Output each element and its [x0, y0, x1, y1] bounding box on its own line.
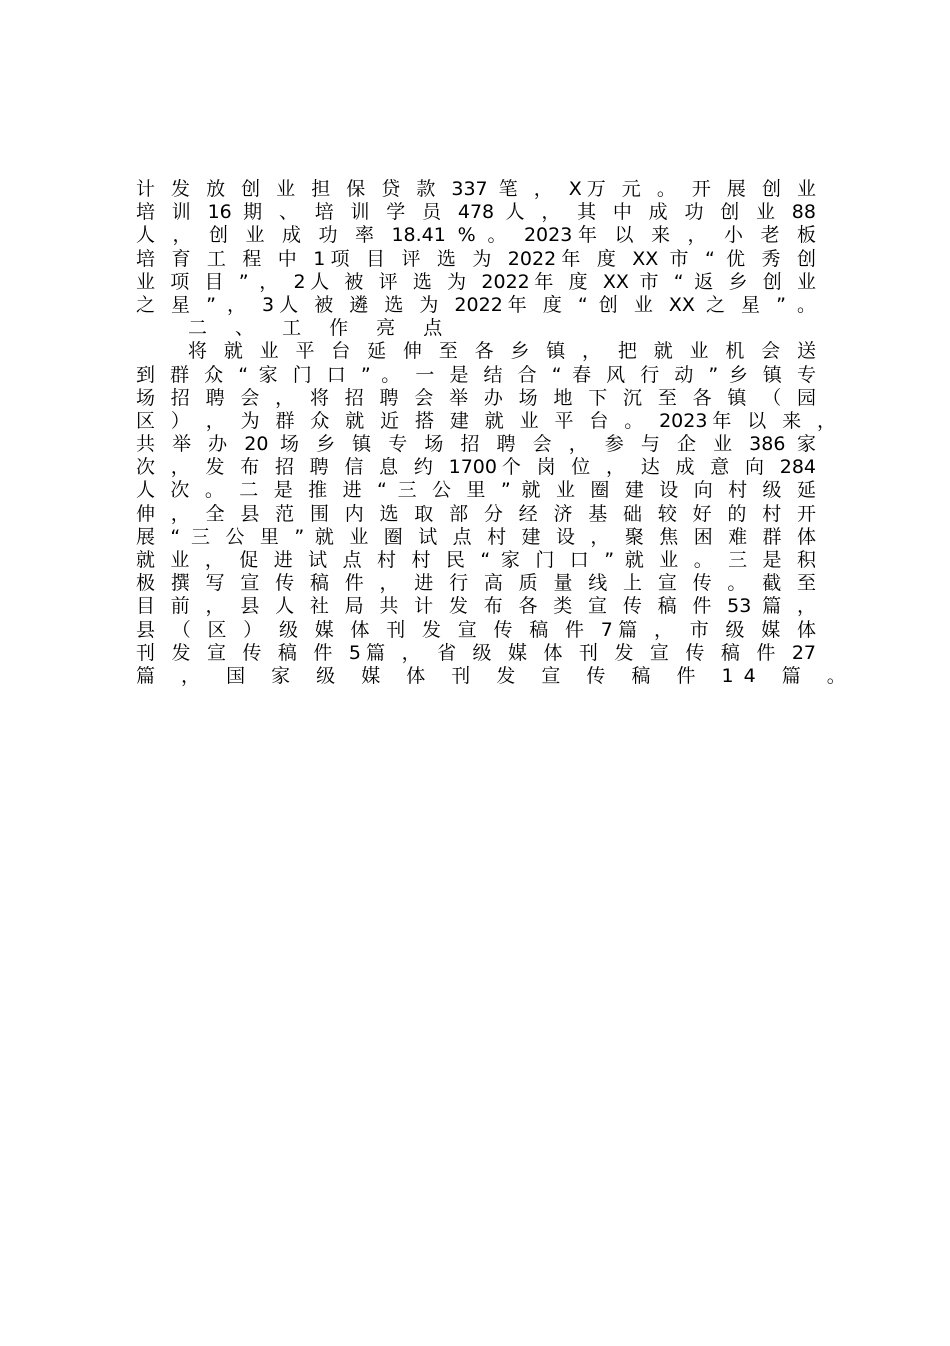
paragraph-line: 之 星 ” ， 3人 被 遴 选 为 2022年 度 “ 创 业 XX 之 星 ” 。 — [136, 293, 816, 316]
paragraph-line: 培 育 工 程 中 1项 目 评 选 为 2022年 度 XX 市 “ 优 秀 创 — [136, 247, 816, 270]
paragraph-line: 共 举 办 20 场 乡 镇 专 场 招 聘 会 ， 参 与 企 业 386 家 — [136, 433, 816, 456]
paragraph-line: 篇 ， 国 家 级 媒 体 刊 发 宣 传 稿 件 14 篇 。 — [136, 664, 856, 687]
paragraph-line: 县 （ 区 ） 级 媒 体 刊 发 宣 传 稿 件 7篇 ， 市 级 媒 体 — [136, 618, 816, 641]
paragraph-line: 就 业 ， 促 进 试 点 村 村 民 “ 家 门 口 ” 就 业 。 三 是 积 — [136, 549, 816, 571]
paragraph-line: 伸 ， 全 县 范 围 内 选 取 部 分 经 济 基 础 较 好 的 村 开 — [136, 502, 816, 525]
paragraph-line: 场 招 聘 会 ， 将 招 聘 会 举 办 场 地 下 沉 至 各 镇 （ 园 — [136, 386, 816, 409]
section-heading: 二 、 工 作 亮 点 — [188, 317, 454, 340]
paragraph-line: 将 就 业 平 台 延 伸 至 各 乡 镇 ， 把 就 业 机 会 送 — [188, 340, 816, 363]
paragraph-line: 培 训 16 期 、 培 训 学 员 478 人 ， 其 中 成 功 创 业 88 — [136, 201, 816, 224]
paragraph-line: 刊 发 宣 传 稿 件 5篇 ， 省 级 媒 体 刊 发 宣 传 稿 件 27 — [136, 641, 816, 664]
paragraph-line: 区 ） ， 为 群 众 就 近 搭 建 就 业 平 台 。 2023年 以 来 ， — [136, 409, 836, 432]
paragraph-line: 人 次 。 二 是 推 进 “ 三 公 里 ” 就 业 圈 建 设 向 村 级 延 — [136, 479, 816, 502]
paragraph-line: 目 前 ， 县 人 社 局 共 计 发 布 各 类 宣 传 稿 件 53 篇 ， — [136, 595, 816, 618]
paragraph-line: 业 项 目 ” ， 2人 被 评 选 为 2022年 度 XX 市 “ 返 乡 创 业 — [136, 270, 816, 293]
paragraph-line: 到 群 众 “ 家 门 口 ” 。 一 是 结 合 “ 春 风 行 动 ” 乡 镇 专 — [136, 363, 816, 386]
paragraph-line: 计 发 放 创 业 担 保 贷 款 337 笔 ， X万 元 。 开 展 创 业 — [136, 178, 816, 200]
body-text — [136, 178, 856, 688]
paragraph-line: 极 撰 写 宣 传 稿 件 ， 进 行 高 质 量 线 上 宣 传 。 截 至 — [136, 572, 816, 595]
paragraph-line: 次 ， 发 布 招 聘 信 息 约 1700个 岗 位 ， 达 成 意 向 284 — [136, 456, 816, 479]
paragraph-line: 人 ， 创 业 成 功 率 18.41 % 。 2023年 以 来 ， 小 老 板 — [136, 224, 816, 247]
paragraph-line: 展 “ 三 公 里 ” 就 业 圈 试 点 村 建 设 ， 聚 焦 困 难 群 体 — [136, 525, 816, 548]
